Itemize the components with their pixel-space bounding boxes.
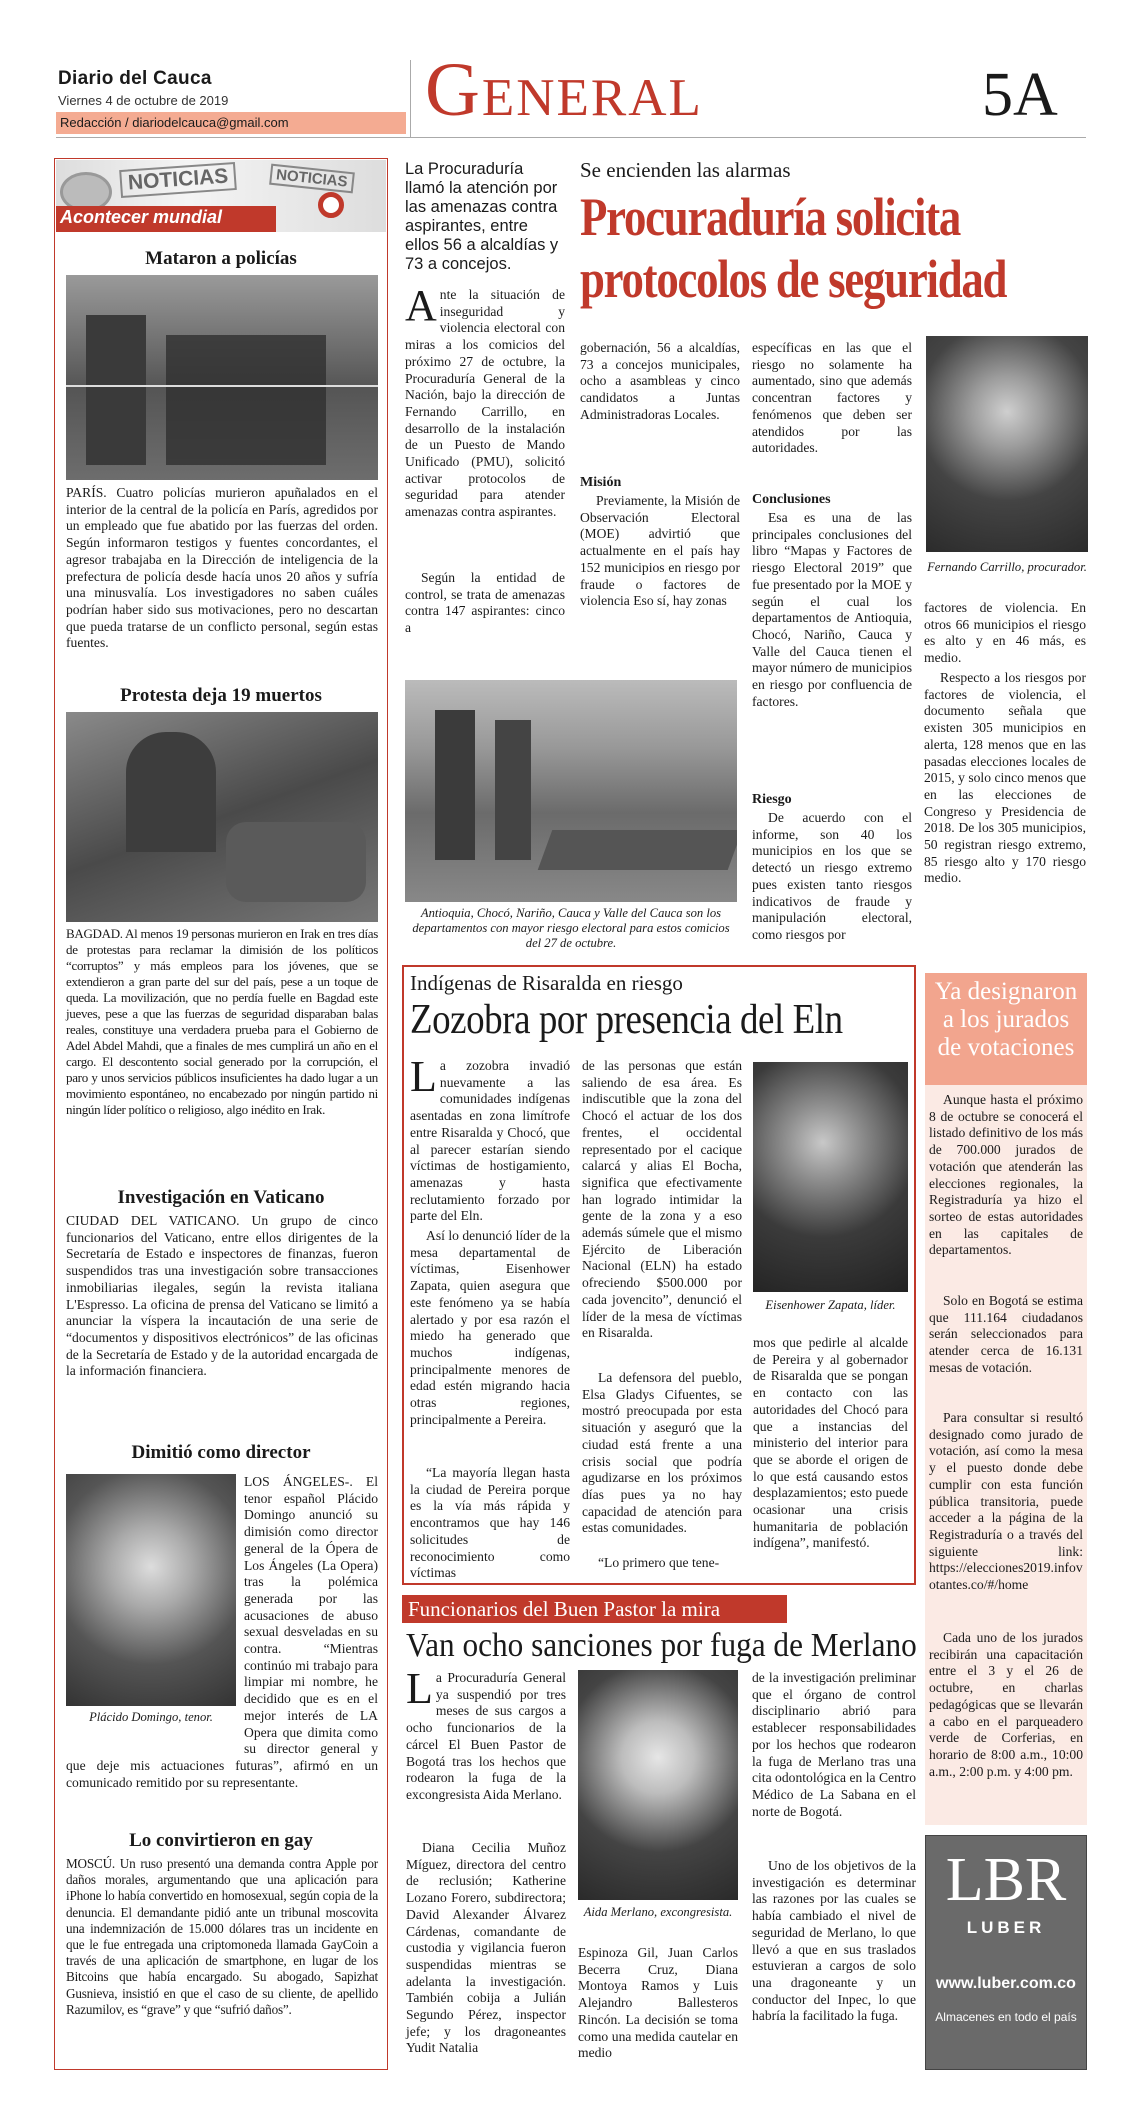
jurados-p2: Solo en Bogotá se estima que 111.164 ciudadanos serán seleccionados para atender cerca de 16.131 mesas de votación. (929, 1293, 1083, 1375)
eln-col1c: “La mayoría llegan hasta la ciudad de Pereira porque es la vía más rápida y encontramos que hay 146 solicitudes de reconocimiento como víctimas (410, 1465, 570, 1581)
jurados-p4: Cada uno de los jurados recibirán una capacitación entre el 3 y el 26 de octubre, en charlas pedagógicas que se llevarán a cabo en el parqueadero verde de Corferias, en horario de 8:00 a.m., 10:00 a.m., 2:00 p.m. y 4:00 pm. (929, 1630, 1083, 1779)
eisenhower-zapata-photo (753, 1062, 908, 1292)
story-subhead: Conclusiones (752, 492, 831, 507)
sidebar-item-title: Protesta deja 19 muertos (120, 685, 322, 706)
sidebar-item-title: Investigación en Vaticano (117, 1187, 325, 1208)
story-col3a: específicas en las que el riesgo no solamente ha aumentado, sino que además concentran factores y fenómenos que deben ser atendidos por las autoridades. (752, 340, 912, 456)
sidebar-badge-2: NOTICIAS (269, 164, 354, 194)
jurados-headline: Ya designaron a los jurados de votaciones (934, 978, 1078, 1061)
sidebar-ribbon-label: Acontecer mundial (60, 207, 223, 227)
sidebar-item-text: CIUDAD DEL VATICANO. Un grupo de cinco funcionarios del Vaticano, entre ellos dirigentes de la Secretaría de Estado e inspectores de finanzas, fueron suspendidos tras una investigación sobre transacciones inmobiliarias ilegales, según la revista italiana L'Espresso. La oficina de prensa del Vaticano se limitó a anunciar la víspera la incautación de una serie de “documentos y dispositivos electrónicos” de las oficinas de la Secretaría de Estado y de la autoridad encargada de la información financiera. (66, 1213, 378, 1379)
story-col2a: gobernación, 56 a alcaldías, 73 a concejos municipales, ocho a asambleas y cinco candidatos a Juntas Administradoras Locales. (580, 340, 740, 422)
story-kicker: Se encienden las alarmas (580, 158, 791, 182)
story-headline: Procuraduría solicita protocolos de seguridad (580, 187, 1007, 309)
eln-caption: Eisenhower Zapata, líder. (765, 1298, 896, 1312)
luber-logo: LBR (945, 1846, 1067, 1914)
eln-col2: de las personas que están saliendo de esa área. Es indiscutible que la zona del Chocó el actuar de los dos frentes, el occidental representado por el cacique calarcá y alias El Bocha, significa que efectivamente han logrado intimidar la gente de la zona y a eso además súmele que el mismo Ejército de Liberación Nacional (ELN) ha estado ofreciendo $500.000 por cada jovencito”, denunció el líder de la mesa de víctimas en Risaralda. (582, 1058, 742, 1341)
section-divider (410, 60, 411, 138)
section-title: General (425, 48, 703, 132)
merlano-col3b: Uno de los objetivos de la investigación es determinar las razones por las cuales se había cambiado el nivel de seguridad de Merlano, lo que llevó a que en sus traslados estuvieran a cargos de solo una dragoneante y un conductor del Inpec, lo que habría la facilitado la fuga. (752, 1858, 916, 2024)
eln-col2b: La defensora del pueblo, Elsa Gladys Cifuentes, se mostró preocupada por esta situación y aseguró que la ciudad está frente a una crisis social que podría agudizarse en los próximos días pues ya no hay capacidad de atención para estas comunidades. (582, 1370, 742, 1536)
story-subhead: Riesgo (752, 792, 792, 807)
eln-col3: mos que pedirle al alcalde de Pereira y al gobernador de Risaralda que se pongan en contacto con las autoridades del Chocó para que a instancias del ministerio del interior para que se aborde el origen de lo que está causando estos desplazamientos; esto puede ocasionar una crisis humanitaria de población indígena”, manifestó. (753, 1335, 908, 1551)
sidebar-item-title: Dimitió como director (131, 1442, 311, 1463)
story-col1b: Según la entidad de control, se trata de amenazas contra 147 aspirantes: cinco a (405, 570, 565, 636)
page-number: 5A (982, 61, 1058, 129)
bagdad-protest-photo (66, 712, 378, 922)
masthead-rule (56, 137, 1086, 138)
luber-tagline: Almacenes en todo el país (935, 2010, 1077, 2024)
story-col3b: Esa es una de las principales conclusiones del libro “Mapas y Factores de riesgo Electoral 2019” que fue presentado por la MOE y según el cual los departamentos de Antioquia, Chocó, Nariño, Cauca y Valle del Cauca tienen el mayor número de municipios en riesgo por confluencia de factores. (752, 510, 912, 709)
fernando-carrillo-photo (926, 336, 1088, 552)
masthead-contact: Redacción / diariodelcauca@gmail.com (60, 115, 289, 130)
sidebar-item-title: Mataron a policías (145, 248, 297, 269)
paris-police-photo (66, 275, 378, 480)
sidebar-photo-caption: Plácido Domingo, tenor. (89, 1710, 213, 1724)
eln-kicker: Indígenas de Risaralda en riesgo (410, 971, 683, 995)
story-col2b: Previamente, la Misión de Observación Electoral (MOE) advirtió que actualmente en el país hay 152 municipios en riesgo por fraude o factores de violencia Eso sí, hay zonas (580, 493, 740, 609)
merlano-kicker: Funcionarios del Buen Pastor la mira (408, 1597, 721, 1621)
merlano-caption: Aida Merlano, excongresista. (583, 1905, 733, 1919)
luber-brand: LUBER (966, 1918, 1046, 1937)
merlano-headline: Van ocho sanciones por fuga de Merlano (406, 1627, 917, 1664)
eln-col1: La zozobra invadió nuevamente a las comunidades indígenas asentadas en zona limítrofe entre Risaralda y Chocó, que al parecer estarían siendo víctimas de hostigamiento, amenazas y hasta reclutamiento forzado por parte del Eln. (410, 1052, 570, 1224)
eln-col2c: “Lo primero que tene- (598, 1555, 720, 1570)
target-icon (318, 192, 344, 218)
story-col4b: Respecto a los riesgos por factores de violencia, el documento señala que existen 305 municipios en alerta, 128 menos que en las pasadas elecciones locales de 2015, y solo cinco menos que en las elecciones de Congreso y Presidencia de 2018. De los 305 municipios, 50 registran riesgo extremo, 85 riesgo alto y 170 riesgo medio. (924, 670, 1086, 886)
soldiers-caption: Antioquia, Chocó, Nariño, Cauca y Valle del Cauca son los departamentos con mayor riesgo electoral para estos comicios del 27 de octubre. (412, 906, 730, 950)
story-intro: La Procuraduría llamó la atención por las amenazas contra aspirantes, entre ellos 56 a alcaldías y 73 a concejos. (405, 160, 559, 273)
eln-col1b: Así lo denunció líder de la mesa departamental de víctimas, Eisenhower Zapata, quien asegura que este fenómeno ya se había alertado y por esa razón el miedo ha generado que muchos indígenas, principalmente menores de edad estén migrando hacia otras regiones, principalmente a Pereira. (410, 1228, 570, 1427)
carrillo-caption: Fernando Carrillo, procurador. (927, 560, 1087, 574)
sidebar-item-title: Lo convirtieron en gay (129, 1830, 313, 1851)
sidebar-item-text: MOSCÚ. Un ruso presentó una demanda contra Apple por daños morales, argumentando que una aplicación para iPhone lo había convertido en homosexual, según copia de la denuncia. El demandante pidió ante un tribunal moscovita una indemnización de 15.000 dólares tras un incidente en que le fue entregada una criptomoneda llamada GayCoin a través de una aplicación de smartphone, en lugar de los Bitcoins que había encargado. Su abogado, Sapizhat Gusnieva, insistió en que el caso de su cliente, de apellido Razumilov, es “grave” y que “sufrió daños”. (66, 1856, 378, 2017)
eln-headline: Zozobra por presencia del Eln (410, 997, 843, 1043)
sidebar-item-text: BAGDAD. Al menos 19 personas murieron en Irak en tres días de protestas para reclamar la dimisión de los políticos “corruptos” y más empleos para los jóvenes, que se extendieron a gran parte del sur del país, pese a un toque de queda. La movilización, que no perdía fuelle en Bagdad este jueves, pese a que las fuerzas de seguridad disparaban balas reales, constituye una verdadera prueba para el Gobierno de Adel Abdel Mahdi, que a finales de mes cumplirá un año en el cargo. El descontento social generado por la corrupción, el paro y unos servicios públicos insuficientes ha dado lugar a un movimiento espontáneo, no encabezado por ningún partido ni ningún líder político o religioso, algo inédito en Irak. (66, 926, 378, 1117)
sidebar-badge-1: NOTICIAS (119, 162, 237, 198)
story-col4: factores de violencia. En otros 66 municipios el riesgo es alto y en 46 más, es medio. (924, 600, 1086, 666)
merlano-col3: de la investigación preliminar que el órgano de control disciplinario abrió para establecer responsabilidades por los hechos que rodearon la fuga de Merlano tras una cita odontológica en la Centro Médico de La Sabana en el norte de Bogotá. (752, 1670, 916, 1819)
jurados-p1: Aunque hasta el próximo 8 de octubre se conocerá el listado definitivo de los más de 700.000 jurados de votación que atenderán las elecciones regionales, la Registraduría ya hizo el sorteo de estas autoridades en las capitales de departamentos. (929, 1092, 1083, 1258)
sidebar-item-text: PARÍS. Cuatro policías murieron apuñalados en el interior de la central de la policía en París, agredidos por un empleado que fue abatido por las fuerzas del orden. Según informaron testigos y fuentes concordantes, el agresor trabajaba en la Dirección de inteligencia de la prefectura de policía desde hacía unos 20 años y sufría una minusvalía. Los investigadores no saben cuáles podrían haber sido sus motivaciones, pero no descartan que pueda tratarse de un conflicto personal, según estas fuentes. (66, 485, 378, 651)
aida-merlano-photo (578, 1670, 738, 1900)
story-col3c: De acuerdo con el informe, son 40 los municipios en los que se detectó un riesgo extremo pues existen tanto riesgos indicativos de fraude y manipulación electoral, como riesgos por (752, 810, 912, 942)
merlano-col2: Espinoza Gil, Juan Carlos Becerra Cruz, Diana Montoya Ramos y Luis Alejandro Ballesteros Rincón. La decisión se toma como una medida cautelar en medio (578, 1945, 738, 2061)
sidebar-item-text: LOS ÁNGELES-. El tenor español Plácido Domingo anunció su dimisión como director general de la Ópera de Los Ángeles (La Opera) tras la polémica generada por las acusaciones de abuso sexual desveladas en su contra. “Mientras continúo mi trabajo para limpiar mi nombre, he decidido que es en el mejor interés de LA Opera que dimita como su director general y que deje mis actuaciones futuras”, afirmó en un comunicado remitido por su representante. (66, 1474, 378, 1790)
masthead-brand: Diario del Cauca (58, 68, 212, 89)
story-subhead: Misión (580, 475, 622, 490)
masthead-date: Viernes 4 de octubre de 2019 (58, 93, 229, 108)
soldiers-photo (405, 680, 737, 902)
merlano-col1b: Diana Cecilia Muñoz Míguez, directora del centro de reclusión; Katherine Lozano Forero, subdirectora; David Alexander Álvarez Cárdenas, comandante de custodia y vigilancia fueron suspendidas mientras se adelanta la investigación. También cobija a Julián Segundo Pérez, inspector jefe; y los dragoneantes Yudit Natalia (406, 1840, 566, 2056)
jurados-p3: Para consultar si resultó designado como jurado de votación, así como la mesa y el puesto donde debe cumplir con esta función pública transitoria, puede acceder a la página de la Registraduría o a través del siguiente link: https://elecciones2019.infovotantes.co/#/home (929, 1410, 1083, 1593)
story-col1: Ante la situación de inseguridad y violencia electoral con miras a los comicios del próximo 27 de octubre, la Procuraduría General de la Nación, bajo la dirección de Fernando Carrillo, en desarrollo de la instalación de un Puesto de Mando Unificado (PMU), solicitó activar protocolos de seguridad para atender amenazas contra aspirantes. (405, 281, 565, 520)
merlano-col1: La Procuraduría General ya suspendió por tres meses de sus cargos a ocho funcionarios de la cárcel El Buen Pastor de Bogotá tras los hechos que rodearon la fuga de la excongresista Aida Merlano. (406, 1664, 566, 1802)
luber-url[interactable]: www.luber.com.co (936, 1975, 1076, 1992)
